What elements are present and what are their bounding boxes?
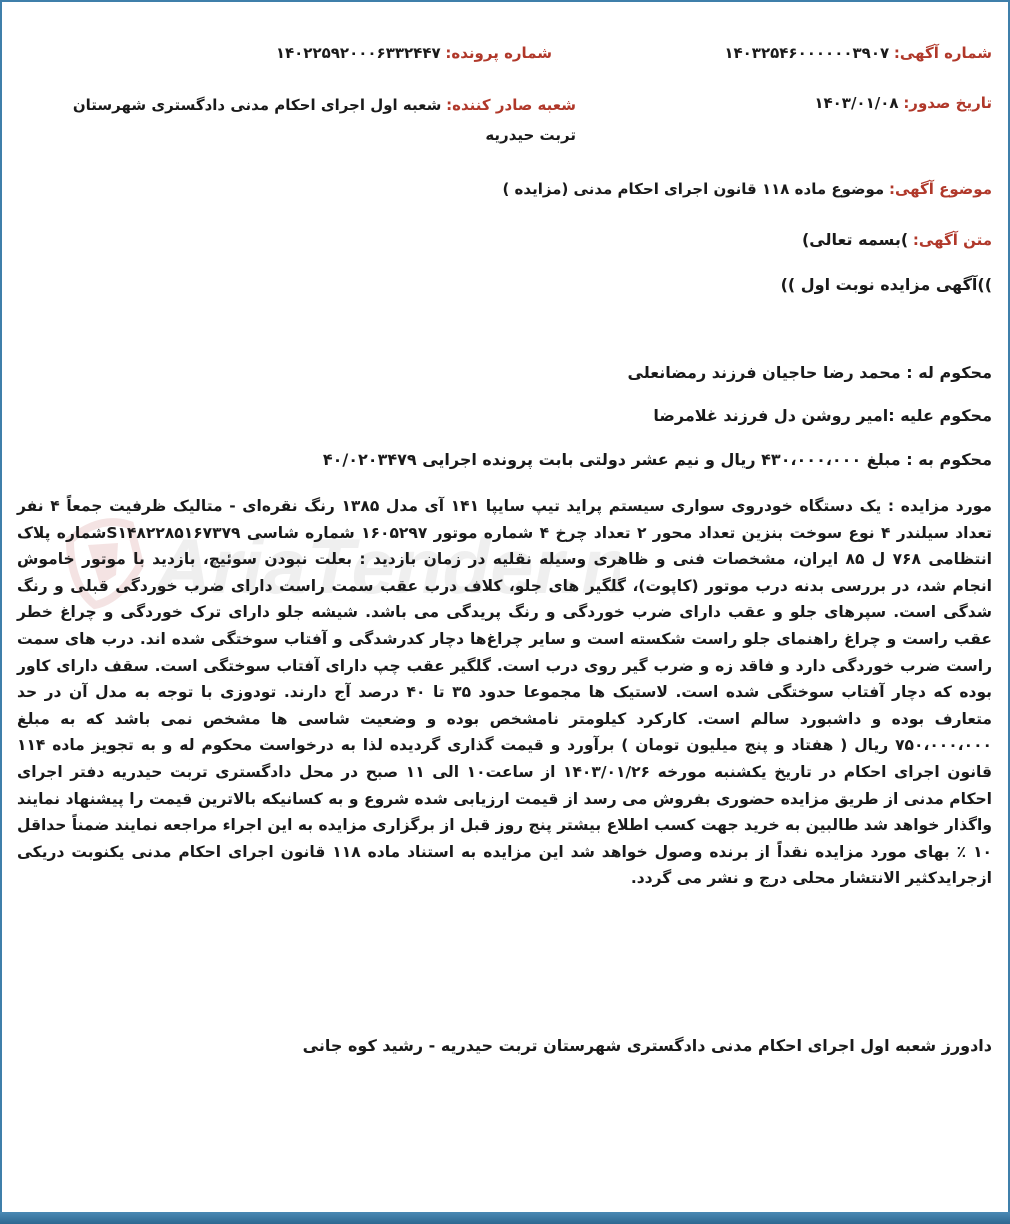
signature-line: دادورز شعبه اول اجرای احکام مدنی دادگستری شهرستان تربت حیدریه - رشید کوه جانی [302, 1036, 992, 1055]
subject-label: موضوع آگهی: [888, 180, 992, 198]
case-number-value: ۱۴۰۲۲۵۹۲۰۰۰۶۳۳۲۴۴۷ [275, 44, 441, 62]
auction-body: مورد مزایده : یک دستگاه خودروی سواری سیستم پراید تیپ سایپا ۱۴۱ آی مدل ۱۳۸۵ رنگ نقره‌ای - متالیک ظرفیت جمعاً ۴ نفر تعداد سیلندر ۴ نوع سوخت بنزین تعداد محور ۲ تعداد چرخ ۴ شماره موتور ۱۶۰۵۲۹۷ شماره شاسی S۱۴۸۲۲۸۵۱۶۷۳۷۹شماره پلاک انتظامی ۷۶۸ ل ۸۵ ایران، مشخصات فنی و ظاهری وسیله نقلیه در زمان بازدید : بعلت نبودن سوئیچ، بازدید با موتور خاموش انجام شد، در بررسی بدنه درب موتور (کاپوت)، گلگیر های جلو، کلاف درب عقب سمت راست دارای ضرب خوردگی قبلی و رنگ شدگی است. سپرهای جلو و عقب دارای ضرب خوردگی و رنگ پریدگی می باشد. شیشه جلو دارای ترک خوردگی و چراغ خطر عقب راست و چراغ راهنمای جلو راست شکسته است و سایر چراغ‌ها دچار کدرشدگی و آفتاب سوختگی شده اند. درب های سمت راست ضرب خوردگی دارد و فاقد زه و ضرب گیر روی درب است. گلگیر عقب چپ دارای آفتاب سوختگی است. سقف دارای کاور بوده که دچار آفتاب سوختگی شده است. لاستیک ها مجموعا حدود ۳۵ تا ۴۰ درصد آج دارند. تودوزی با توجه به مدل آن در حد متعارف بوده و داشبورد سالم است. کارکرد کیلومتر نامشخص بوده و وضعیت شاسی ها مشخص نمی باشد که به مبلغ ۷۵۰،۰۰۰،۰۰۰ ریال ( هفتاد و پنج میلیون تومان ) برآورد و قیمت گذاری گردیده لذا به درخواست محکوم له و به تجویز ماده ۱۱۴ قانون اجرای احکام در تاریخ یکشنبه مورخه ۱۴۰۳/۰۱/۲۶ از ساعت۱۰ الی ۱۱ صبح در محل دادگستری تربت حیدریه دفتر اجرای احکام مدنی از طریق مزایده حضوری بفروش می رسد از قیمت ارزیابی شده شروع و به کسانیکه بالاترین قیمت را پیشنهاد نمایند واگذار خواهد شد طالبین به خرید جهت کسب اطلاع بیشتر پنج روز قبل از برگزاری مزایده به این اجراء مراجعه نمایند ضمناً حداقل ۱۰ ٪ بهای مورد مزایده نقداً از برنده وصول خواهد شد این مزایده به استناد ماده ۱۱۸ قانون اجرای احکام مدنی یکنوبت دریکی ازجرایدکثیر الانتشار محلی درج و نشر می گردد. [17, 497, 993, 888]
text-label: متن آگهی: [912, 231, 992, 249]
issuer-label: شعبه صادر کننده: [446, 96, 576, 114]
basmala-line: )بسمه تعالی) [801, 230, 909, 249]
issuer [66, 90, 576, 150]
ad-number-value: ۱۴۰۳۲۵۴۶۰۰۰۰۰۰۳۹۰۷ [724, 44, 890, 62]
ad-number-label: شماره آگهی: [893, 44, 992, 62]
ad-number [724, 44, 992, 62]
issuer-value: شعبه اول اجرای احکام مدنی دادگستری شهرستان تربت حیدریه [72, 96, 576, 144]
amount-line: محکوم به : مبلغ ۴۳۰،۰۰۰،۰۰۰ ریال و نیم عشر دولتی بابت پرونده اجرایی ۴۰/۰۲۰۳۴۷۹ [322, 450, 992, 469]
winner-line: محکوم له : محمد رضا حاجیان فرزند رمضانعلی [627, 363, 992, 382]
auction-heading: ))آگهی مزایده نوبت اول )) [780, 275, 992, 294]
debtor-line: محکوم علیه :امیر روشن دل فرزند غلامرضا [653, 406, 992, 425]
issue-date [814, 94, 992, 112]
issue-date-value: ۱۴۰۳/۰۱/۰۸ [814, 94, 899, 112]
case-number-label: شماره پرونده: [445, 44, 552, 62]
window-bottom-bar [0, 1212, 1010, 1224]
text-heading [802, 230, 992, 249]
watermark-text: AriaTender. [155, 522, 582, 610]
subject-value: موضوع ماده ۱۱۸ قانون اجرای احکام مدنی (مزایده ) [502, 180, 885, 198]
subject [502, 180, 992, 198]
case-number [276, 44, 552, 62]
issue-date-label: تاریخ صدور: [903, 94, 992, 112]
